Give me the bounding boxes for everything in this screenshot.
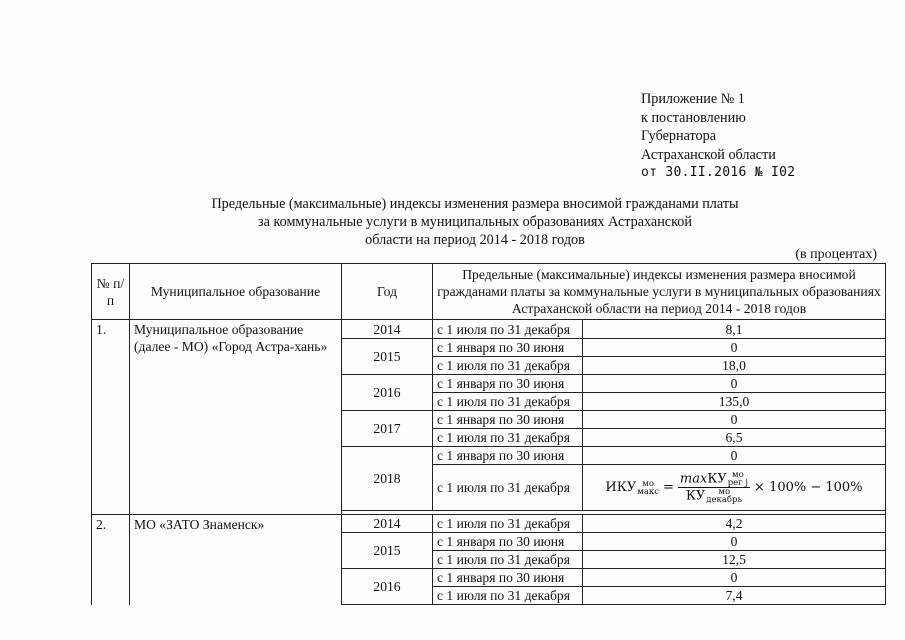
- formula-lhs-sup: мо: [642, 478, 654, 489]
- formula-num-sup: мо: [732, 470, 744, 480]
- year-cell: 2018: [342, 447, 433, 511]
- year-cell: 2014: [342, 515, 433, 533]
- year-cell: 2016: [342, 375, 433, 411]
- period-cell: с 1 июля по 31 декабря: [433, 357, 583, 375]
- period-cell: с 1 июля по 31 декабря: [433, 587, 583, 605]
- period-cell: с 1 июля по 31 декабря: [433, 551, 583, 569]
- order-number-line: от 30.II.2016 № I02: [641, 165, 796, 180]
- period-cell: с 1 июля по 31 декабря: [433, 465, 583, 511]
- year-cell: 2014: [342, 320, 433, 339]
- header-mo: Муниципальное образование: [130, 264, 342, 320]
- row-number: 2.: [92, 515, 130, 605]
- year-cell: 2015: [342, 339, 433, 375]
- period-cell: с 1 января по 30 июня: [433, 339, 583, 357]
- title-line: области на период 2014 - 2018 годов: [365, 232, 585, 248]
- value-cell: 6,5: [583, 429, 886, 447]
- mo-name: МО «ЗАТО Знаменск»: [130, 515, 342, 605]
- value-cell: 0: [583, 447, 886, 465]
- formula-lhs: ИКУ: [605, 480, 637, 495]
- header-index: Предельные (максимальные) индексы изменения размера вносимой гражданами платы за коммунальные услуги в муниципальных образованиях Астраханской области на период 2014 - 2018 годов: [433, 264, 886, 320]
- value-cell: 0: [583, 411, 886, 429]
- value-cell: 0: [583, 533, 886, 551]
- index-formula: [605, 471, 862, 504]
- period-cell: с 1 января по 30 июня: [433, 375, 583, 393]
- formula-num-main: КУ: [707, 471, 727, 487]
- period-cell: с 1 января по 30 июня: [433, 533, 583, 551]
- value-cell: 0: [583, 339, 886, 357]
- formula-equals: =: [662, 480, 674, 495]
- unit-note: (в процентах): [795, 247, 877, 262]
- value-cell: 135,0: [583, 393, 886, 411]
- year-cell: 2016: [342, 569, 433, 605]
- mo-name: Муниципальное образование (далее - МО) «Город Астра-хань»: [130, 320, 342, 515]
- value-cell: 0: [583, 569, 886, 587]
- period-cell: с 1 июля по 31 декабря: [433, 429, 583, 447]
- period-cell: с 1 января по 30 июня: [433, 569, 583, 587]
- value-cell: 0: [583, 375, 886, 393]
- header-year: Год: [342, 264, 433, 320]
- formula-num-sub: рег j: [727, 478, 749, 488]
- formula-den-sub: декабрь: [706, 495, 743, 505]
- value-cell: 18,0: [583, 357, 886, 375]
- value-cell: 12,5: [583, 551, 886, 569]
- title-line: Предельные (максимальные) индексы изменения размера вносимой гражданами платы: [211, 196, 739, 212]
- formula-fraction: [678, 471, 750, 504]
- formula-cell: [583, 465, 886, 511]
- period-cell: с 1 января по 30 июня: [433, 447, 583, 465]
- document-title: [160, 195, 790, 249]
- title-line: за коммунальные услуги в муниципальных образованиях Астраханской: [258, 214, 692, 230]
- formula-den-main: КУ: [685, 488, 706, 504]
- year-cell: 2017: [342, 411, 433, 447]
- appendix-line: к постановлению: [641, 109, 746, 126]
- formula-num-prefix: max: [679, 471, 708, 487]
- index-table: [91, 263, 886, 605]
- appendix-line: Астраханской области: [641, 146, 776, 163]
- appendix-line: Губернатора: [641, 128, 717, 144]
- header-row: [92, 264, 886, 320]
- header-num: № п/п: [92, 264, 130, 320]
- table-row: [92, 320, 886, 339]
- formula-den-sup: мо: [718, 487, 731, 497]
- value-cell: 7,4: [583, 587, 886, 605]
- formula-tail: × 100% − 100%: [754, 480, 863, 495]
- appendix-line: Приложение № 1: [641, 91, 745, 107]
- value-cell: 4,2: [583, 515, 886, 533]
- table-row: [92, 515, 886, 533]
- formula-lhs-sub: макс: [637, 486, 659, 497]
- period-cell: с 1 июля по 31 декабря: [433, 320, 583, 339]
- value-cell: 8,1: [583, 320, 886, 339]
- period-cell: с 1 июля по 31 декабря: [433, 393, 583, 411]
- period-cell: с 1 июля по 31 декабря: [433, 515, 583, 533]
- period-cell: с 1 января по 30 июня: [433, 411, 583, 429]
- row-number: 1.: [92, 320, 130, 515]
- year-cell: 2015: [342, 533, 433, 569]
- appendix-block: [641, 90, 795, 183]
